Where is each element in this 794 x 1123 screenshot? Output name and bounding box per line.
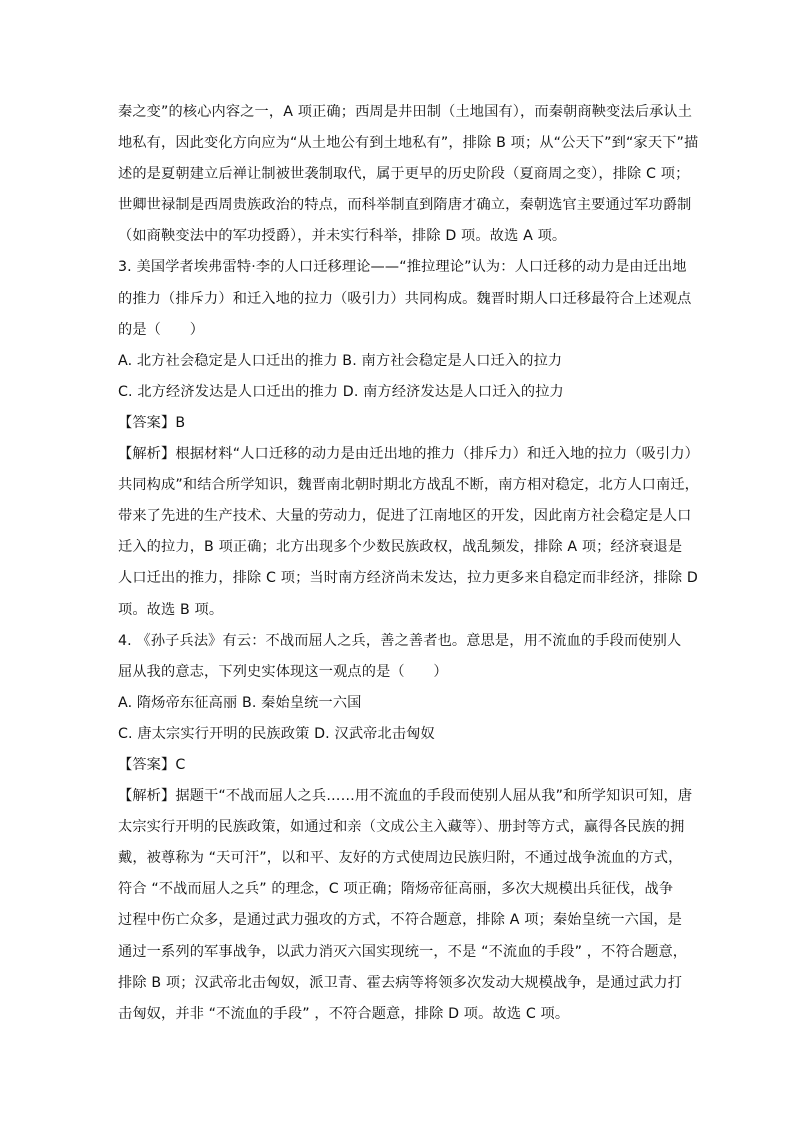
text-line: 3. 美国学者埃弗雷特·李的人口迁移理论——“推拉理论”认为：人口迁移的动力是由迁出地 [118,259,687,276]
option-line: A. 北方社会稳定是人口迁出的推力 B. 南方社会稳定是人口迁入的拉力 [118,352,563,369]
question-4-answer [118,750,678,781]
text-line: 【解析】根据材料“人口迁移的动力是由迁出地的推力（排斥力）和迁入地的拉力（吸引力） [118,446,700,463]
text-line: 排除 B 项；汉武帝北击匈奴，派卫青、霍去病等将领多次发动大规模战争，是通过武力打 [118,974,683,991]
question-4-options [118,688,678,750]
text-line: 人口迁出的推力，排除 C 项；当时南方经济尚未发达，拉力更多来自稳定而非经济，排除 D [118,570,698,587]
text-line: 符合 “不战而屈人之兵” 的理念，C 项正确；隋炀帝征高丽，多次大规模出兵征伐，战争 [118,881,674,898]
question-4-explanation [118,781,693,1030]
text-line: （如商鞅变法中的军功授爵），并未实行科举，排除 D 项。故选 A 项。 [118,228,567,245]
text-line: 过程中伤亡众多，是通过武力强攻的方式，不符合题意，排除 A 项；秦始皇统一六国，是 [118,912,683,929]
text-line: 秦之变”的核心内容之一，A 项正确；西周是井田制（土地国有），而秦朝商鞅变法后承认土 [118,104,693,120]
answer-line: 【答案】B [118,414,186,431]
text-line: 太宗实行开明的民族政策，如通过和亲（文成公主入藏等）、册封等方式，赢得各民族的拥 [118,819,685,836]
text-line: 世卿世禄制是西周贵族政治的特点，而科举制直到隋唐才确立，秦朝选官主要通过军功爵制 [118,197,692,214]
question-2-explanation-continuation [118,97,699,252]
text-line: 通过一系列的军事战争，以武力消灭六国实现统一，不是 “不流血的手段” ，不符合题意， [118,943,688,960]
text-line: 带来了先进的生产技术、大量的劳动力，促进了江南地区的开发，因此南方社会稳定是人口 [118,508,692,525]
text-line: 的是（ ） [118,321,205,338]
text-line: 【解析】据题干“不战而屈人之兵……用不流血的手段而使别人屈从我”和所学知识可知，唐 [118,788,693,805]
question-3-stem [118,252,692,345]
text-line: 共同构成”和结合所学知识，魏晋南北朝时期北方战乱不断，南方相对稳定，北方人口南迁， [118,477,700,494]
text-line: 击匈奴，并非 “不流血的手段” ，不符合题意，排除 D 项。故选 C 项。 [118,1005,570,1022]
option-line: A. 隋炀帝东征高丽 B. 秦始皇统一六国 [118,694,362,711]
document-content [118,97,700,1030]
text-line: 项。故选 B 项。 [118,601,224,618]
question-3-answer [118,408,678,439]
text-line: 述的是夏朝建立后禅让制被世袭制取代，属于更早的历史阶段（夏商周之变），排除 C 项； [118,166,690,183]
text-line: 4. 《孙子兵法》有云：不战而屈人之兵，善之善者也。意思是，用不流血的手段而使别人 [118,632,682,649]
option-line: C. 北方经济发达是人口迁出的推力 D. 南方经济发达是人口迁入的拉力 [118,383,564,400]
text-line: 的推力（排斥力）和迁入地的拉力（吸引力）共同构成。魏晋时期人口迁移最符合上述观点 [118,290,692,307]
text-line: 地私有，因此变化方向应为“从土地公有到土地私有”，排除 B 项；从“公天下”到“家天下”描 [118,135,699,152]
text-line: 屈从我的意志，下列史实体现这一观点的是（ ） [118,663,448,680]
text-line: 戴，被尊称为 “天可汗”，以和平、友好的方式使周边民族归附，不通过战争流血的方式， [118,850,683,867]
option-line: C. 唐太宗实行开明的民族政策 D. 汉武帝北击匈奴 [118,725,435,742]
text-line: 迁入的拉力，B 项正确；北方出现多个少数民族政权，战乱频发，排除 A 项；经济衰退是 [118,539,683,556]
question-4-stem [118,626,682,688]
question-3-explanation [118,439,700,626]
answer-line: 【答案】C [118,756,186,773]
question-3-options [118,346,678,408]
